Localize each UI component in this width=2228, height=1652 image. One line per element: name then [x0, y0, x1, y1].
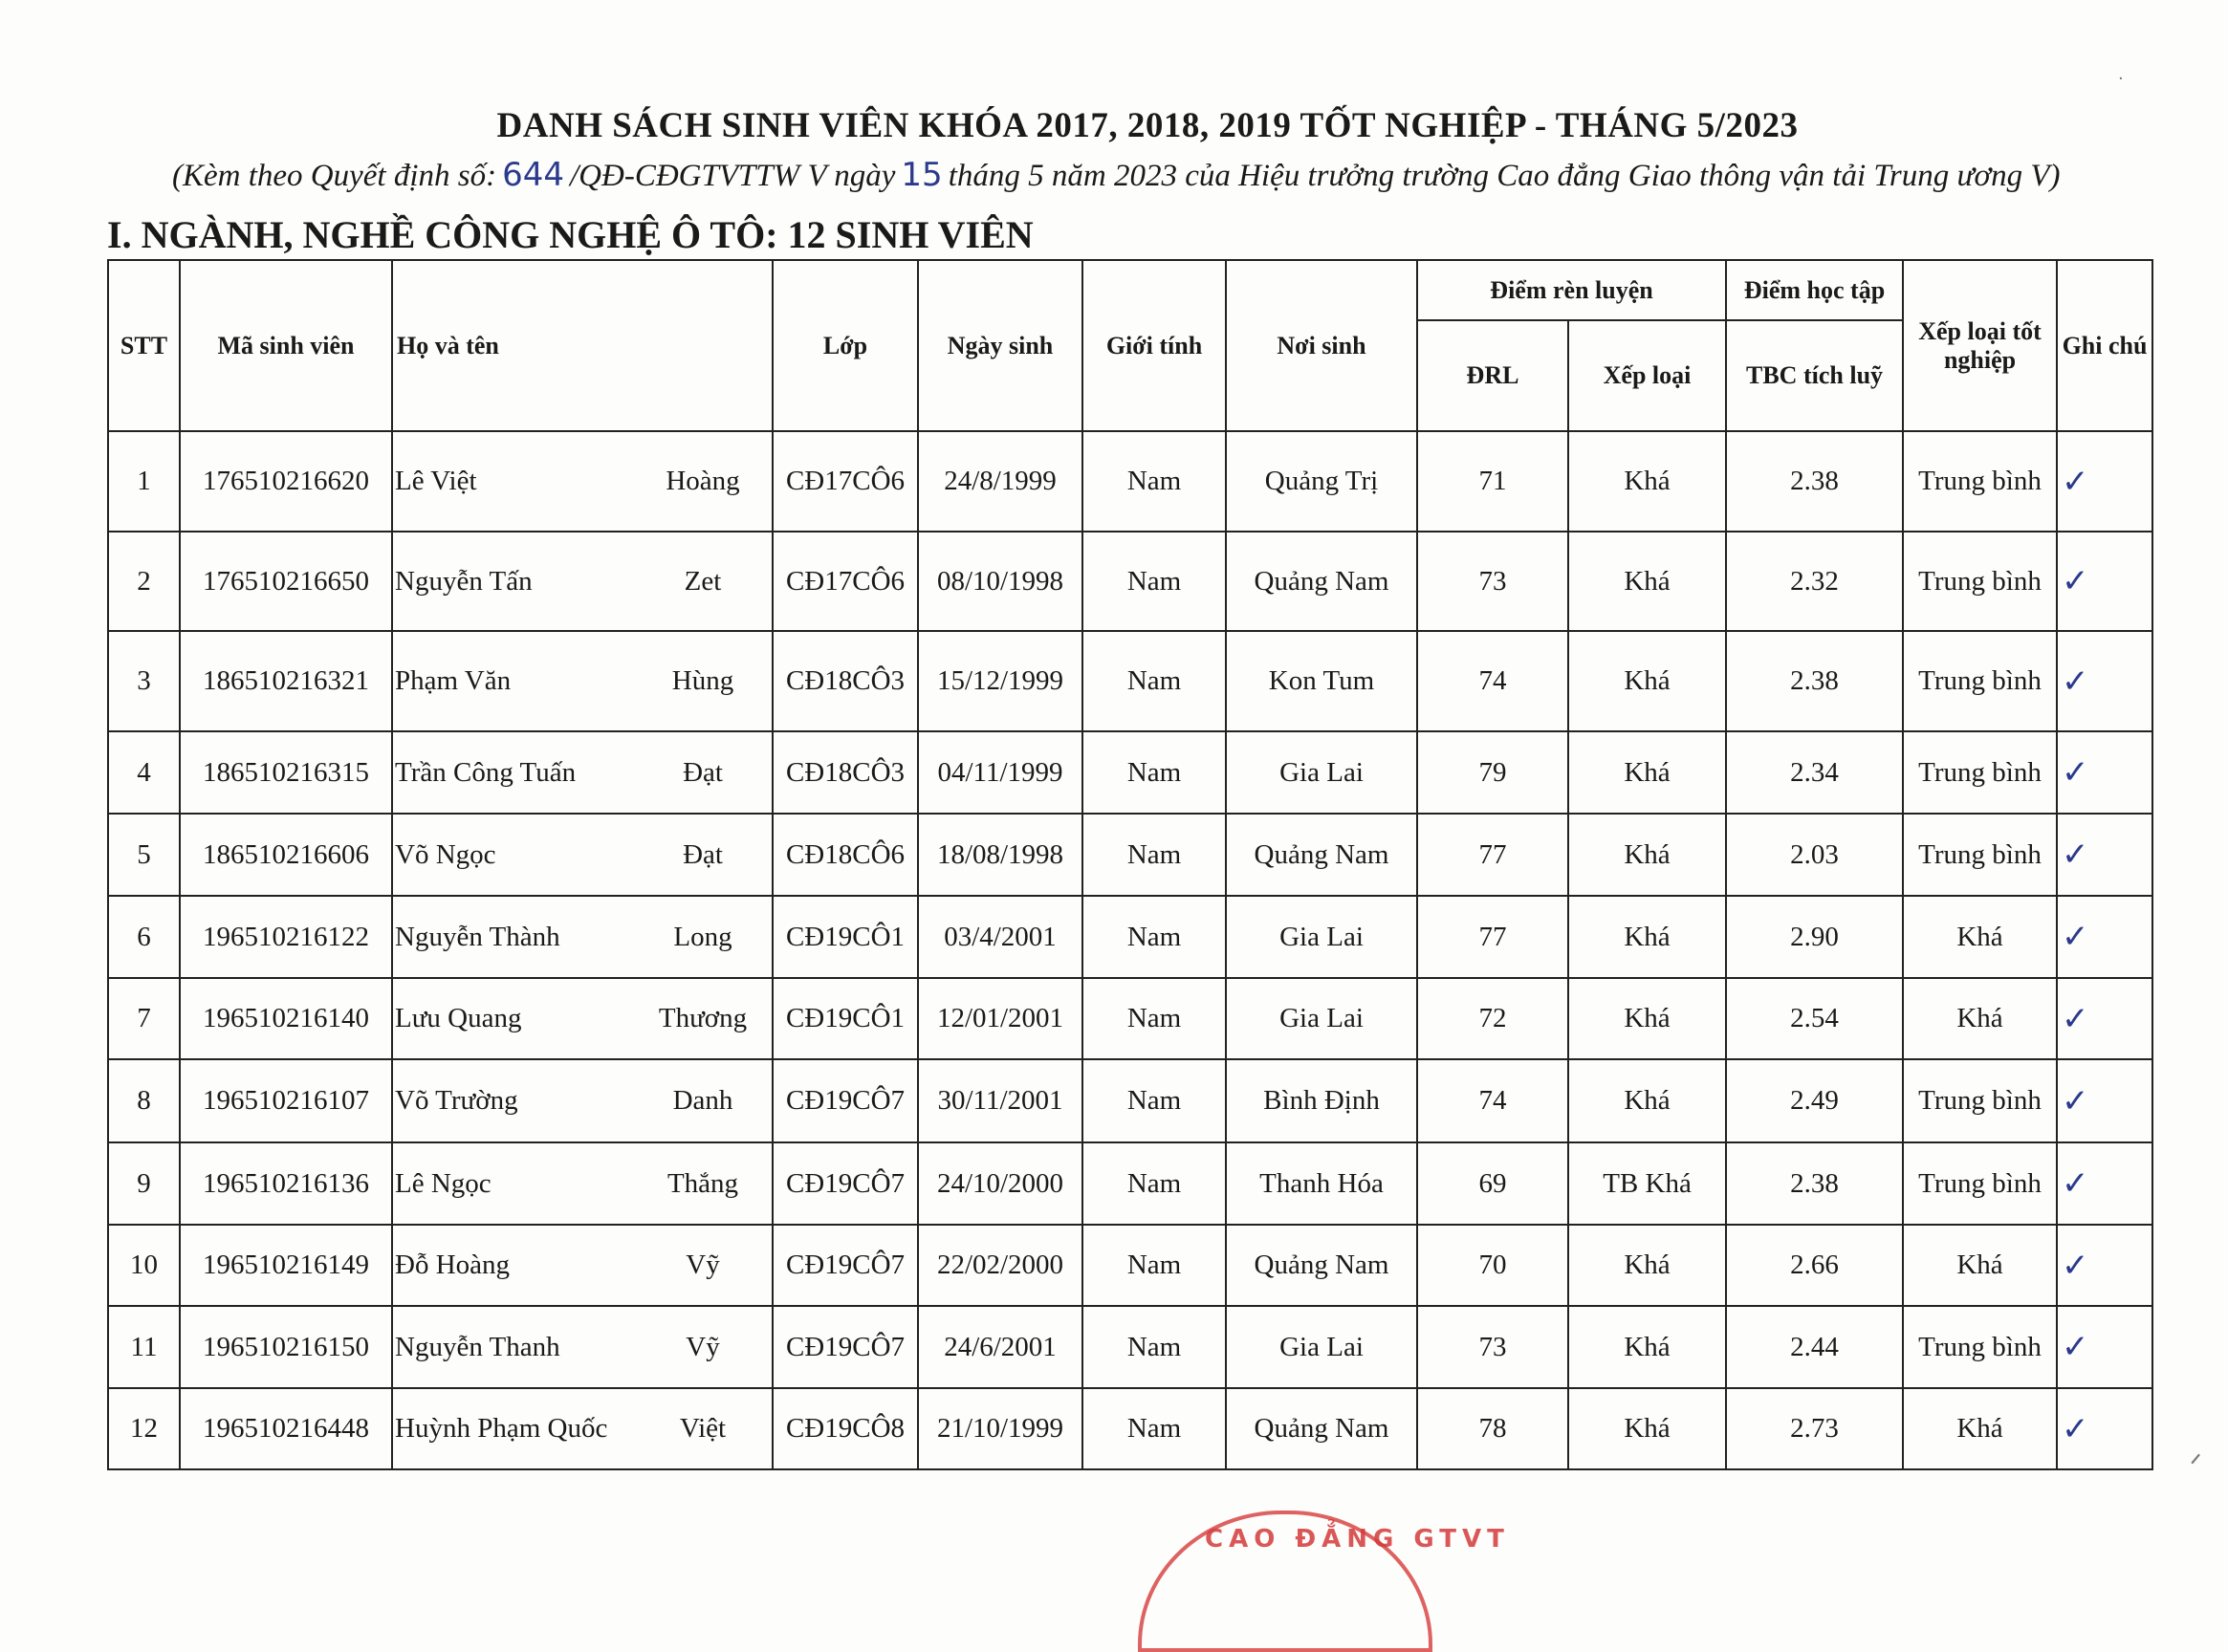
header-gpa: TBC tích luỹ — [1726, 320, 1903, 431]
subtitle-part-3: tháng 5 năm 2023 của Hiệu trưởng trường Cao đẳng Giao thông vận tải Trung ương V) — [948, 159, 2061, 193]
row-gpa: 2.03 — [1726, 814, 1903, 896]
row-gpa: 2.66 — [1726, 1225, 1903, 1306]
row-grad-rank: Trung bình — [1903, 431, 2057, 532]
row-class: CĐ19CÔ8 — [773, 1388, 918, 1469]
table-row — [108, 431, 2152, 532]
row-surname: Huỳnh Phạm Quốc — [395, 1413, 608, 1444]
corner-speck-icon: · — [2118, 69, 2124, 89]
row-drl: 77 — [1417, 814, 1568, 896]
table-row — [108, 814, 2152, 896]
row-gpa: 2.34 — [1726, 731, 1903, 814]
red-seal-stamp-text: CAO ĐẲNG GTVT — [1205, 1525, 1510, 1554]
row-note-check: ✓ — [2057, 1142, 2152, 1225]
row-note-check: ✓ — [2057, 1225, 2152, 1306]
row-student-id: 176510216620 — [180, 431, 392, 532]
row-surname: Võ Ngọc — [395, 838, 496, 870]
row-drl: 69 — [1417, 1142, 1568, 1225]
row-gender: Nam — [1082, 1225, 1226, 1306]
row-given-name: Đạt — [683, 756, 723, 788]
row-conduct-rank: Khá — [1568, 532, 1726, 631]
row-full-name — [392, 1142, 773, 1225]
row-stt: 6 — [108, 896, 180, 978]
table-row — [108, 1059, 2152, 1142]
row-full-name — [392, 1059, 773, 1142]
row-stt: 8 — [108, 1059, 180, 1142]
header-full-name: Họ và tên — [392, 260, 773, 431]
row-student-id: 186510216606 — [180, 814, 392, 896]
row-grad-rank: Khá — [1903, 1225, 2057, 1306]
row-birthplace: Gia Lai — [1226, 1306, 1417, 1388]
row-birth-date: 21/10/1999 — [918, 1388, 1082, 1469]
table-row — [108, 731, 2152, 814]
row-grad-rank: Trung bình — [1903, 1142, 2057, 1225]
row-drl: 77 — [1417, 896, 1568, 978]
decision-number-handwritten: 644 — [502, 156, 564, 194]
row-student-id: 196510216107 — [180, 1059, 392, 1142]
row-conduct-rank: Khá — [1568, 896, 1726, 978]
header-student-id: Mã sinh viên — [180, 260, 392, 431]
row-grad-rank: Khá — [1903, 1388, 2057, 1469]
row-conduct-rank: Khá — [1568, 978, 1726, 1059]
table-row — [108, 978, 2152, 1059]
row-full-name — [392, 1388, 773, 1469]
row-note-check: ✓ — [2057, 431, 2152, 532]
row-given-name: Vỹ — [686, 1250, 720, 1280]
row-gpa: 2.44 — [1726, 1306, 1903, 1388]
row-conduct-rank: Khá — [1568, 1388, 1726, 1469]
row-drl: 74 — [1417, 631, 1568, 731]
row-grad-rank: Trung bình — [1903, 731, 2057, 814]
row-given-name: Long — [673, 921, 732, 952]
row-gender: Nam — [1082, 896, 1226, 978]
row-student-id: 196510216149 — [180, 1225, 392, 1306]
row-student-id: 176510216650 — [180, 532, 392, 631]
decision-day-handwritten: 15 — [901, 156, 943, 194]
row-gender: Nam — [1082, 1388, 1226, 1469]
table-row — [108, 1225, 2152, 1306]
row-gender: Nam — [1082, 431, 1226, 532]
row-gender: Nam — [1082, 1306, 1226, 1388]
row-note-check: ✓ — [2057, 1059, 2152, 1142]
row-note-check: ✓ — [2057, 731, 2152, 814]
row-birthplace: Bình Định — [1226, 1059, 1417, 1142]
row-drl: 74 — [1417, 1059, 1568, 1142]
row-gpa: 2.49 — [1726, 1059, 1903, 1142]
row-drl: 73 — [1417, 1306, 1568, 1388]
row-conduct-rank: Khá — [1568, 731, 1726, 814]
header-drl: ĐRL — [1417, 320, 1568, 431]
row-note-check: ✓ — [2057, 1306, 2152, 1388]
table-row — [108, 1142, 2152, 1225]
row-student-id: 196510216136 — [180, 1142, 392, 1225]
row-stt: 7 — [108, 978, 180, 1059]
row-student-id: 196510216122 — [180, 896, 392, 978]
row-gender: Nam — [1082, 631, 1226, 731]
row-full-name — [392, 978, 773, 1059]
row-drl: 78 — [1417, 1388, 1568, 1469]
table-row — [108, 896, 2152, 978]
row-gender: Nam — [1082, 978, 1226, 1059]
row-note-check: ✓ — [2057, 814, 2152, 896]
row-birthplace: Quảng Nam — [1226, 1225, 1417, 1306]
row-full-name — [392, 731, 773, 814]
row-gender: Nam — [1082, 731, 1226, 814]
row-class: CĐ18CÔ3 — [773, 631, 918, 731]
header-birthplace: Nơi sinh — [1226, 260, 1417, 431]
row-birthplace: Quảng Nam — [1226, 1388, 1417, 1469]
header-conduct-group: Điểm rèn luyện — [1417, 260, 1726, 320]
row-conduct-rank: Khá — [1568, 1306, 1726, 1388]
row-stt: 12 — [108, 1388, 180, 1469]
row-stt: 2 — [108, 532, 180, 631]
row-gender: Nam — [1082, 1142, 1226, 1225]
row-class: CĐ18CÔ3 — [773, 731, 918, 814]
row-grad-rank: Khá — [1903, 978, 2057, 1059]
subtitle-part-2: /QĐ-CĐGTVTTW V ngày — [570, 159, 896, 193]
row-stt: 11 — [108, 1306, 180, 1388]
row-gpa: 2.38 — [1726, 1142, 1903, 1225]
document-subtitle — [172, 156, 2061, 194]
row-full-name — [392, 631, 773, 731]
row-birthplace: Kon Tum — [1226, 631, 1417, 731]
table-row — [108, 1388, 2152, 1469]
row-gpa: 2.73 — [1726, 1388, 1903, 1469]
row-surname: Võ Trường — [395, 1085, 518, 1116]
row-gender: Nam — [1082, 532, 1226, 631]
row-drl: 72 — [1417, 978, 1568, 1059]
row-conduct-rank: Khá — [1568, 814, 1726, 896]
header-stt: STT — [108, 260, 180, 431]
row-stt: 5 — [108, 814, 180, 896]
row-stt: 4 — [108, 731, 180, 814]
row-full-name — [392, 1225, 773, 1306]
header-row-top — [108, 260, 2152, 320]
row-birth-date: 24/6/2001 — [918, 1306, 1082, 1388]
corner-scribble-icon: ᐟ — [2190, 1448, 2202, 1482]
row-given-name: Vỹ — [686, 1331, 720, 1362]
header-gender: Giới tính — [1082, 260, 1226, 431]
row-surname: Phạm Văn — [395, 665, 512, 696]
row-student-id: 186510216321 — [180, 631, 392, 731]
header-study-group: Điểm học tập — [1726, 260, 1903, 320]
row-gender: Nam — [1082, 1059, 1226, 1142]
row-conduct-rank: Khá — [1568, 431, 1726, 532]
row-birthplace: Thanh Hóa — [1226, 1142, 1417, 1225]
row-birth-date: 22/02/2000 — [918, 1225, 1082, 1306]
row-note-check: ✓ — [2057, 532, 2152, 631]
row-class: CĐ19CÔ7 — [773, 1306, 918, 1388]
row-birth-date: 12/01/2001 — [918, 978, 1082, 1059]
row-given-name: Danh — [672, 1085, 733, 1116]
row-birthplace: Gia Lai — [1226, 978, 1417, 1059]
row-birthplace: Gia Lai — [1226, 731, 1417, 814]
row-student-id: 186510216315 — [180, 731, 392, 814]
row-stt: 1 — [108, 431, 180, 532]
row-class: CĐ17CÔ6 — [773, 532, 918, 631]
row-student-id: 196510216140 — [180, 978, 392, 1059]
row-surname: Nguyễn Thành — [395, 921, 560, 952]
row-drl: 73 — [1417, 532, 1568, 631]
row-conduct-rank: Khá — [1568, 631, 1726, 731]
row-full-name — [392, 1306, 773, 1388]
subtitle-part-1: (Kèm theo Quyết định số: — [172, 159, 497, 193]
row-birth-date: 15/12/1999 — [918, 631, 1082, 731]
row-birthplace: Quảng Trị — [1226, 431, 1417, 532]
row-birth-date: 30/11/2001 — [918, 1059, 1082, 1142]
row-surname: Lê Ngọc — [395, 1167, 491, 1199]
row-gpa: 2.90 — [1726, 896, 1903, 978]
row-drl: 79 — [1417, 731, 1568, 814]
row-birthplace: Gia Lai — [1226, 896, 1417, 978]
row-class: CĐ18CÔ6 — [773, 814, 918, 896]
header-class: Lớp — [773, 260, 918, 431]
row-given-name: Việt — [679, 1413, 727, 1444]
row-given-name: Thương — [658, 1003, 748, 1033]
header-conduct-rank: Xếp loại — [1568, 320, 1726, 431]
table-row — [108, 631, 2152, 731]
row-class: CĐ19CÔ1 — [773, 978, 918, 1059]
row-birth-date: 24/10/2000 — [918, 1142, 1082, 1225]
row-student-id: 196510216448 — [180, 1388, 392, 1469]
row-grad-rank: Trung bình — [1903, 1059, 2057, 1142]
row-stt: 9 — [108, 1142, 180, 1225]
row-drl: 71 — [1417, 431, 1568, 532]
row-surname: Lưu Quang — [395, 1003, 522, 1033]
row-full-name — [392, 532, 773, 631]
row-note-check: ✓ — [2057, 1388, 2152, 1469]
row-stt: 3 — [108, 631, 180, 731]
row-stt: 10 — [108, 1225, 180, 1306]
row-class: CĐ19CÔ1 — [773, 896, 918, 978]
row-given-name: Thắng — [666, 1167, 739, 1199]
row-birthplace: Quảng Nam — [1226, 814, 1417, 896]
row-class: CĐ19CÔ7 — [773, 1142, 918, 1225]
table-row — [108, 532, 2152, 631]
row-class: CĐ17CÔ6 — [773, 431, 918, 532]
row-gpa: 2.38 — [1726, 631, 1903, 731]
row-class: CĐ19CÔ7 — [773, 1059, 918, 1142]
row-surname: Lê Việt — [395, 466, 477, 496]
header-notes: Ghi chú — [2057, 260, 2152, 431]
row-note-check: ✓ — [2057, 978, 2152, 1059]
row-surname: Nguyễn Thanh — [395, 1331, 560, 1362]
row-grad-rank: Trung bình — [1903, 631, 2057, 731]
row-note-check: ✓ — [2057, 631, 2152, 731]
row-birthplace: Quảng Nam — [1226, 532, 1417, 631]
row-given-name: Hoàng — [666, 466, 740, 496]
row-student-id: 196510216150 — [180, 1306, 392, 1388]
row-gpa: 2.32 — [1726, 532, 1903, 631]
row-surname: Đỗ Hoàng — [395, 1250, 511, 1280]
row-class: CĐ19CÔ7 — [773, 1225, 918, 1306]
row-grad-rank: Trung bình — [1903, 814, 2057, 896]
row-given-name: Đạt — [683, 838, 723, 870]
row-grad-rank: Khá — [1903, 896, 2057, 978]
section-title: I. NGÀNH, NGHỀ CÔNG NGHỆ Ô TÔ: 12 SINH VIÊN — [107, 213, 1034, 256]
row-gpa: 2.38 — [1726, 431, 1903, 532]
row-birth-date: 08/10/1998 — [918, 532, 1082, 631]
row-full-name — [392, 814, 773, 896]
row-given-name: Hùng — [671, 665, 734, 696]
header-grad-rank: Xếp loại tốt nghiệp — [1903, 260, 2057, 431]
row-full-name — [392, 431, 773, 532]
table-row — [108, 1306, 2152, 1388]
row-birth-date: 04/11/1999 — [918, 731, 1082, 814]
row-birth-date: 18/08/1998 — [918, 814, 1082, 896]
row-grad-rank: Trung bình — [1903, 532, 2057, 631]
row-gender: Nam — [1082, 814, 1226, 896]
row-surname: Nguyễn Tấn — [395, 565, 533, 597]
row-conduct-rank: TB Khá — [1568, 1142, 1726, 1225]
row-grad-rank: Trung bình — [1903, 1306, 2057, 1388]
row-given-name: Zet — [684, 565, 722, 597]
row-gpa: 2.54 — [1726, 978, 1903, 1059]
row-birth-date: 03/4/2001 — [918, 896, 1082, 978]
row-conduct-rank: Khá — [1568, 1059, 1726, 1142]
row-drl: 70 — [1417, 1225, 1568, 1306]
row-conduct-rank: Khá — [1568, 1225, 1726, 1306]
row-birth-date: 24/8/1999 — [918, 431, 1082, 532]
header-birth-date: Ngày sinh — [918, 260, 1082, 431]
document-title: DANH SÁCH SINH VIÊN KHÓA 2017, 2018, 2019 TỐT NGHIỆP - THÁNG 5/2023 — [496, 106, 1799, 145]
row-note-check: ✓ — [2057, 896, 2152, 978]
row-surname: Trần Công Tuấn — [395, 756, 577, 788]
row-full-name — [392, 896, 773, 978]
student-table — [107, 259, 2153, 1470]
